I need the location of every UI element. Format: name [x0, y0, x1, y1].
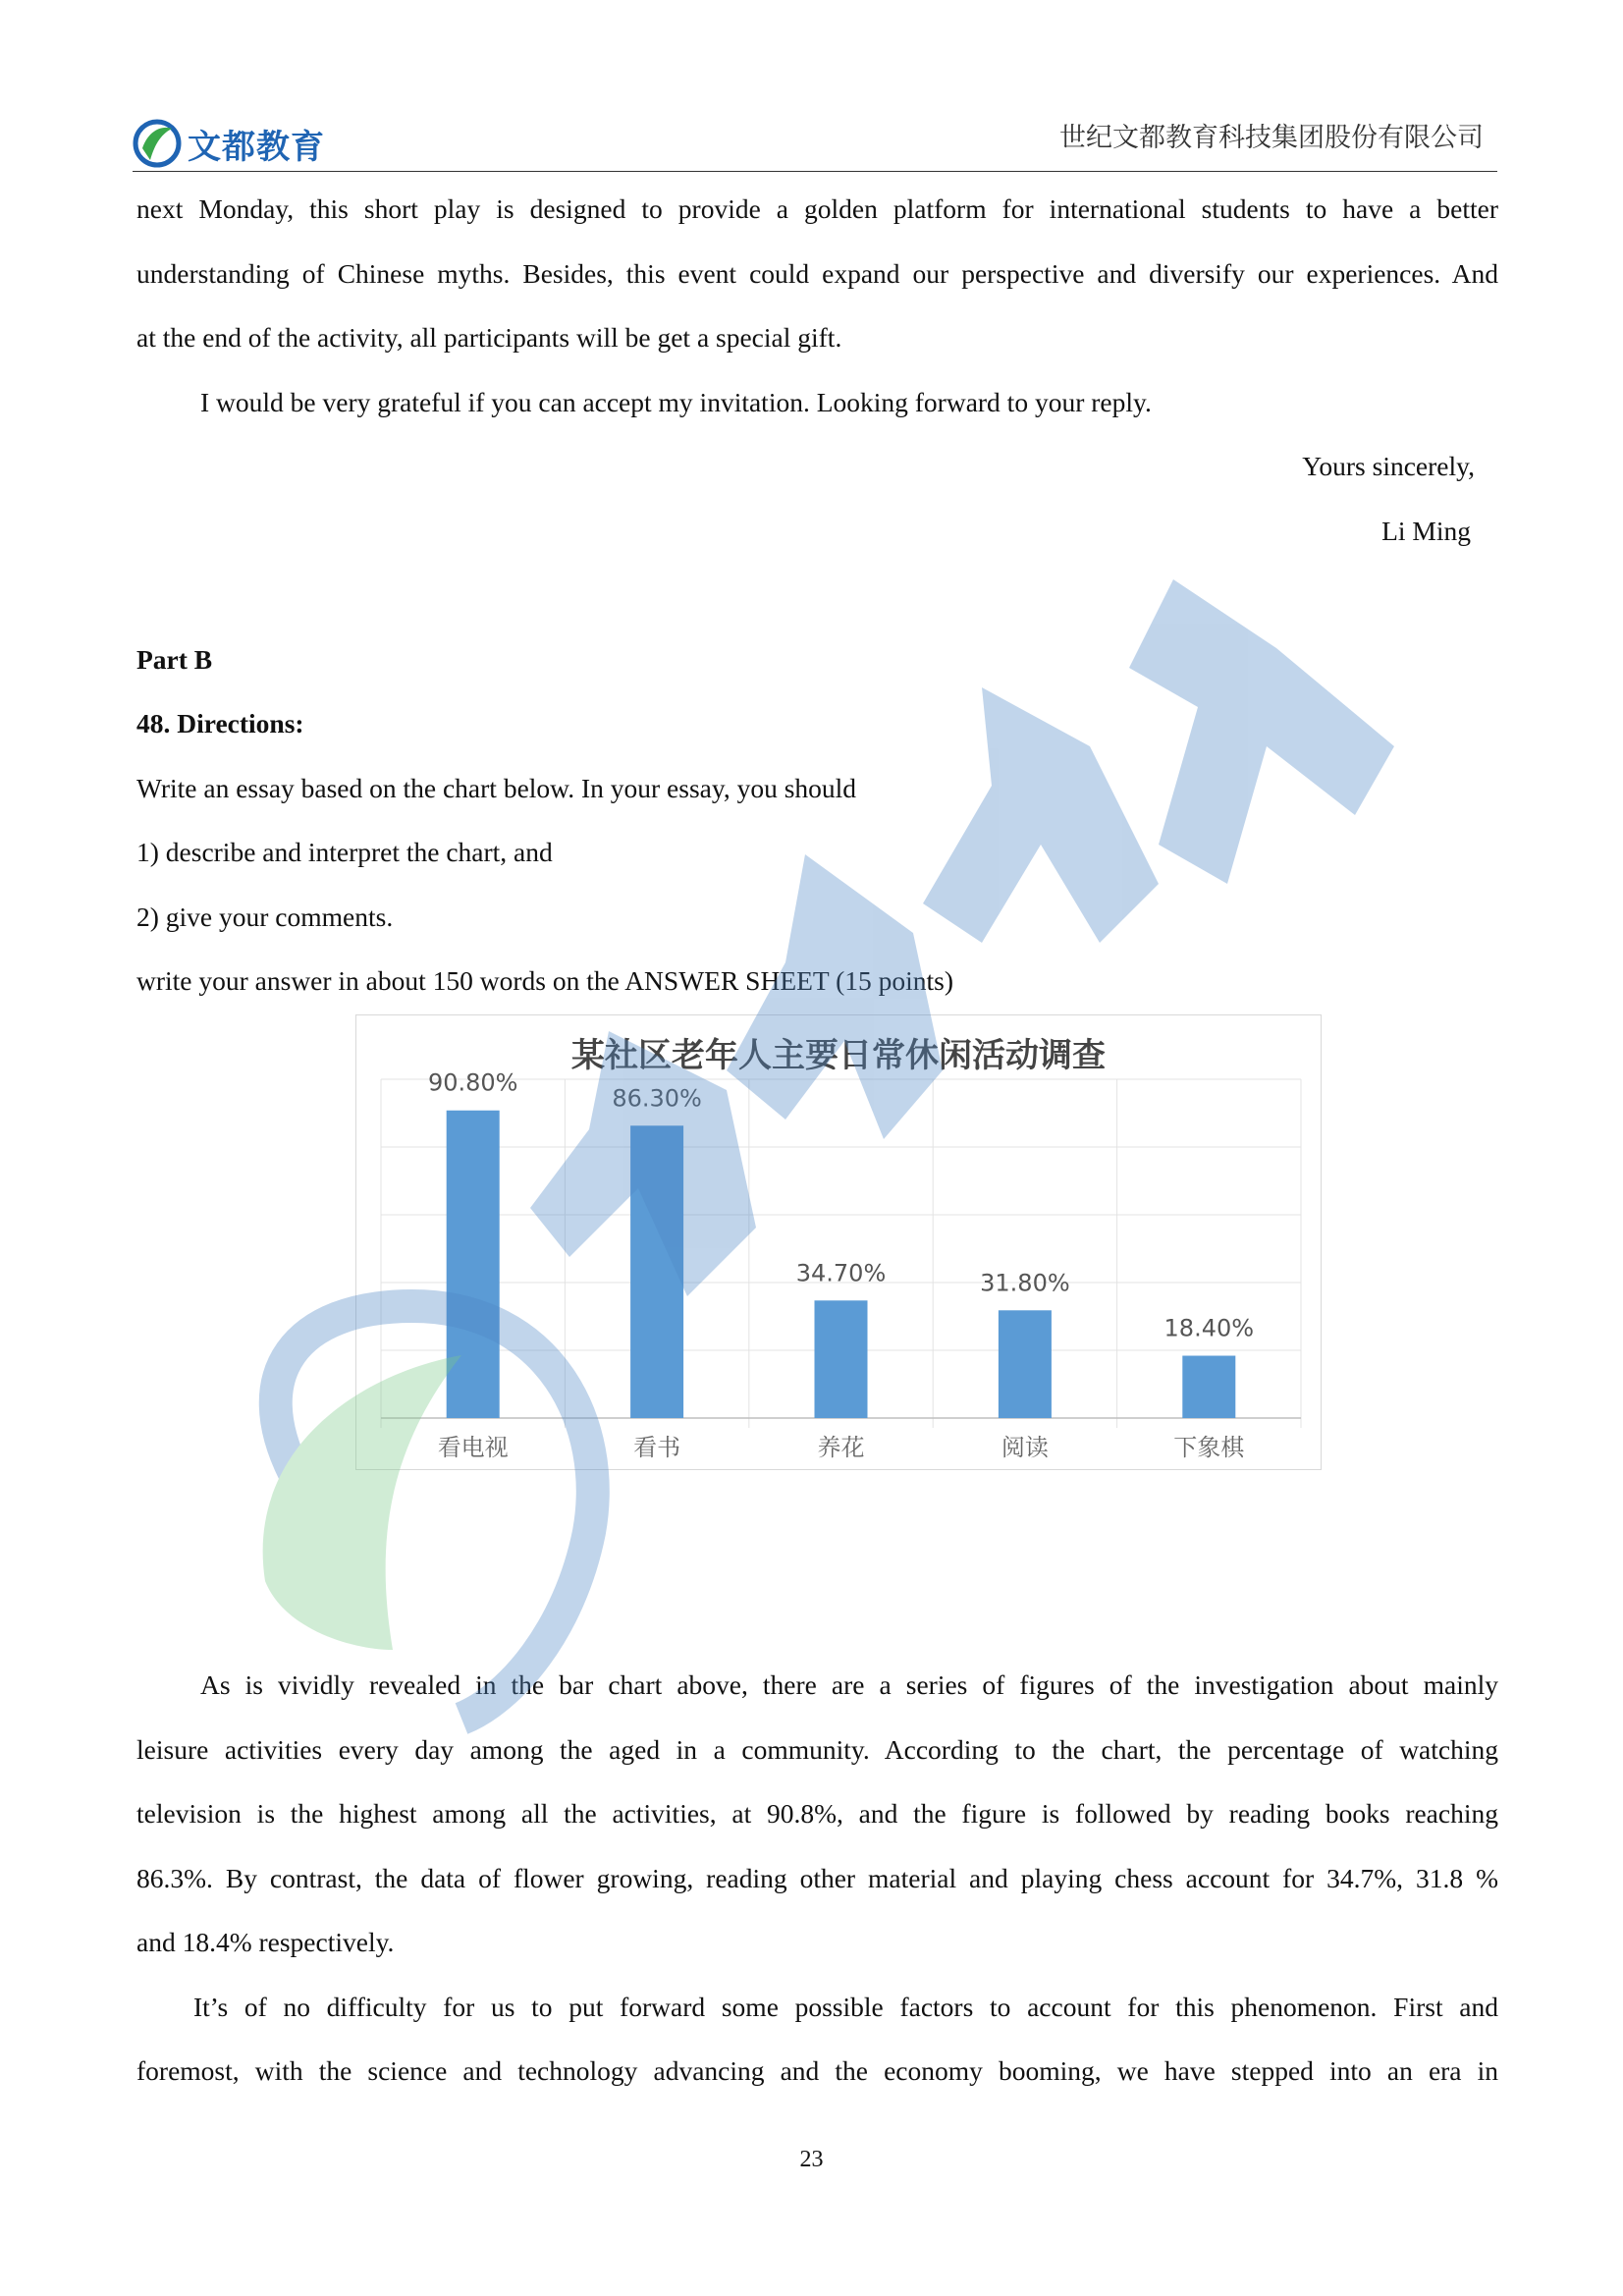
paragraph-line: at the end of the activity, all participants will be get a special gift.: [136, 322, 842, 353]
essay-line: leisure activities every day among the aged in a community. According to the chart, the percentage of watching: [136, 1733, 1498, 1765]
wendu-logo-icon: [133, 119, 182, 168]
spacer: [136, 563, 1498, 628]
essay-content: [136, 1653, 1498, 2104]
company-name: 世纪文都教育科技集团股份有限公司: [1059, 123, 1484, 153]
chart-bar: [1182, 1356, 1235, 1418]
letter-closing: Yours sincerely,: [1302, 451, 1475, 481]
letter-signature: Li Ming: [1381, 515, 1471, 546]
chart-data-label: 18.40%: [1163, 1314, 1255, 1342]
chart-bar: [630, 1125, 683, 1418]
chart-title: 某社区老年人主要日常休闲活动调查: [571, 1036, 1106, 1075]
directions-line: Write an essay based on the chart below. In your essay, you should: [136, 772, 857, 803]
paragraph-line: I would be very grateful if you can accept my invitation. Looking forward to your reply.: [200, 386, 1152, 417]
chart-category-label: 下象棋: [1173, 1434, 1245, 1461]
chart-category-label: 看书: [633, 1434, 681, 1461]
chart-data-label: 90.80%: [427, 1068, 518, 1097]
chart-bar: [815, 1300, 868, 1418]
paragraph-line: next Monday, this short play is designed to provide a golden platform for international students to have a better: [136, 193, 1498, 224]
essay-line: 86.3%. By contrast, the data of flower growing, reading other material and playing chess account for 34.7%, 31.8 %: [136, 1862, 1498, 1893]
chart-category-label: 看电视: [437, 1434, 509, 1461]
essay-line: television is the highest among all the activities, at 90.8%, and the figure is followed by reading books reaching: [136, 1798, 1498, 1829]
page-number: 23: [799, 2147, 824, 2172]
chart-category-label: 阅读: [1001, 1434, 1049, 1461]
essay-line: It’s of no difficulty for us to put forward some possible factors to account for this phenomenon. First and: [193, 1991, 1498, 2022]
logo: [133, 118, 325, 169]
bar-chart-svg: [356, 1015, 1321, 1469]
logo-text: 文都教育: [188, 127, 325, 167]
directions-heading: 48. Directions:: [136, 708, 304, 738]
page-content: [136, 177, 1498, 1013]
chart-data-label: 86.30%: [612, 1084, 702, 1113]
page-header: [133, 110, 1497, 172]
chart-data-label: 34.70%: [795, 1259, 887, 1287]
section-heading: Part B: [136, 643, 213, 675]
directions-line: 1) describe and interpret the chart, and: [136, 837, 553, 867]
chart-data-label: 31.80%: [980, 1269, 1070, 1297]
chart-category-label: 养花: [817, 1434, 865, 1461]
essay-line: As is vividly revealed in the bar chart above, there are a series of figures of the investigation about mainly: [200, 1669, 1498, 1700]
chart-bar: [999, 1310, 1052, 1418]
paragraph-line: understanding of Chinese myths. Besides, this event could expand our perspective and diversify our experiences. And: [136, 257, 1498, 289]
chart-bar: [447, 1111, 500, 1418]
bar-chart: [355, 1014, 1322, 1470]
essay-line: foremost, with the science and technology advancing and the economy booming, we have stepped into an era in: [136, 2055, 1498, 2086]
essay-line: and 18.4% respectively.: [136, 1927, 395, 1957]
directions-line: write your answer in about 150 words on the ANSWER SHEET (15 points): [136, 965, 954, 996]
directions-line: 2) give your comments.: [136, 901, 394, 932]
